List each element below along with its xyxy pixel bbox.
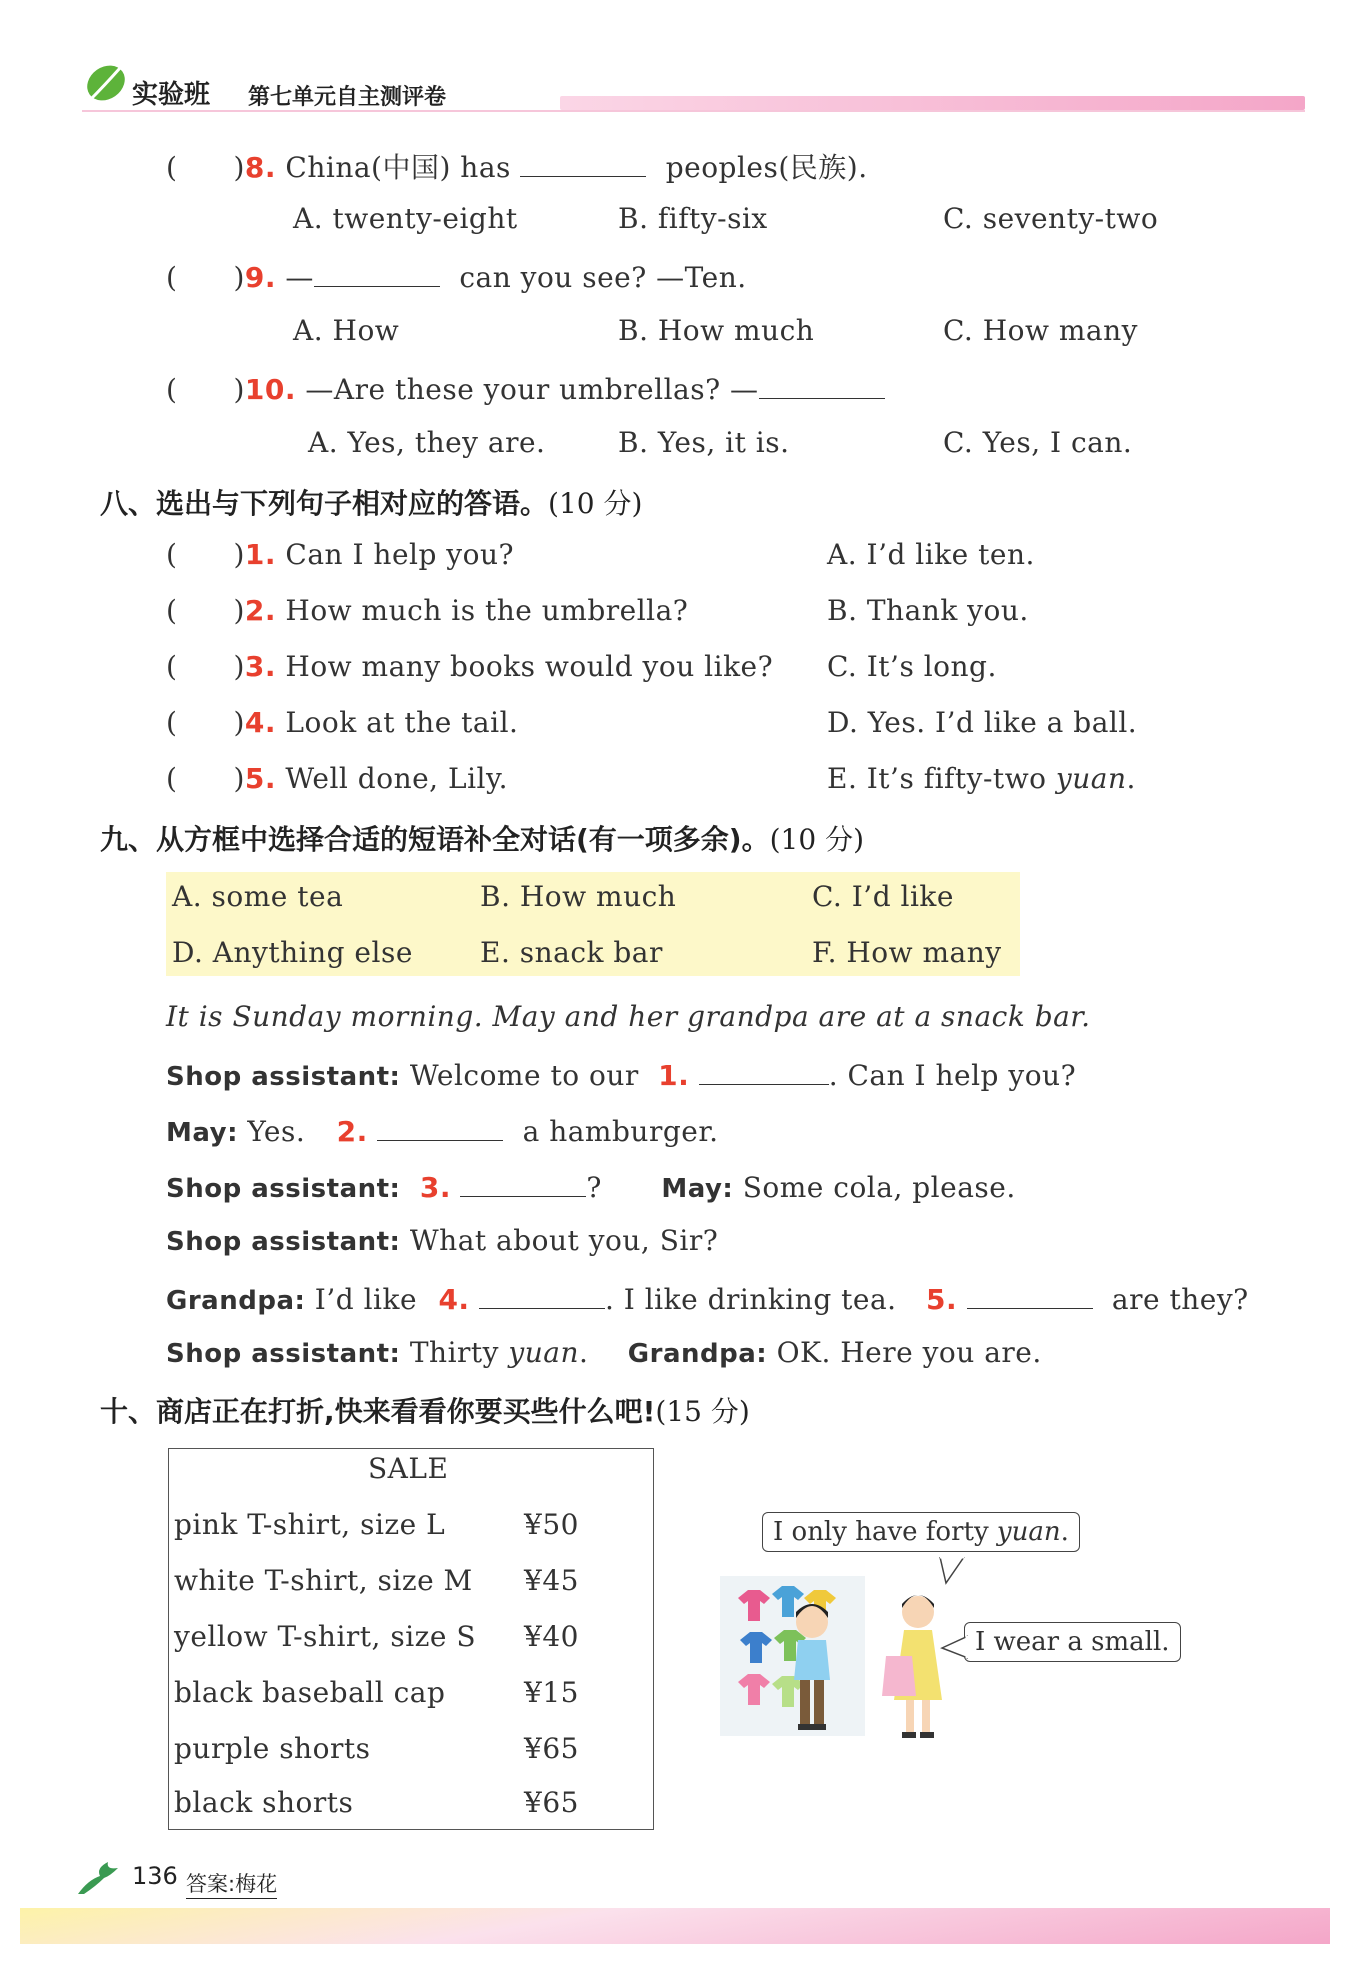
sale-item-name: pink T-shirt, size L xyxy=(174,1508,446,1541)
s8-answer-d: D. Yes. I’d like a ball. xyxy=(827,706,1138,739)
sale-item-name: white T-shirt, size M xyxy=(174,1564,473,1597)
speech-bubble-2: I wear a small. xyxy=(964,1622,1181,1662)
speaker: Shop assistant: xyxy=(166,1062,401,1092)
section-10-title: 十、商店正在打折,快来看看你要买些什么吧!(15 分) xyxy=(100,1395,750,1428)
q9-option-a[interactable]: A. How xyxy=(293,314,400,347)
sale-item-price: ¥15 xyxy=(524,1676,579,1709)
q9-option-c[interactable]: C. How many xyxy=(943,314,1138,347)
question-10: ( )10. —Are these your umbrellas? — xyxy=(166,370,885,406)
q8-option-b[interactable]: B. fifty-six xyxy=(618,202,768,235)
dialog-line-3: Shop assistant: 3. ? May: Some cola, please. xyxy=(166,1168,1016,1204)
s8-answer-c: C. It’s long. xyxy=(827,650,997,683)
q8-option-c[interactable]: C. seventy-two xyxy=(943,202,1159,235)
sale-item-price: ¥50 xyxy=(524,1508,579,1541)
q9-option-b[interactable]: B. How much xyxy=(618,314,815,347)
speech-bubble-1: I only have forty yuan. xyxy=(762,1512,1080,1552)
dialog-intro: It is Sunday morning. May and her grandpa are at a snack bar. xyxy=(166,1000,1091,1033)
answer-label: 答案:梅花 xyxy=(186,1868,277,1899)
speaker: Shop assistant: xyxy=(166,1339,401,1369)
header-rule xyxy=(82,110,1305,112)
section-9-title: 九、从方框中选择合适的短语补全对话(有一项多余)。(10 分) xyxy=(100,823,864,856)
question-number: 9. xyxy=(244,261,276,294)
dialog-line-4: Shop assistant: What about you, Sir? xyxy=(166,1224,719,1257)
logo-text: 实验班 xyxy=(132,80,211,110)
speaker: Grandpa: xyxy=(627,1339,768,1369)
answer-paren[interactable]: ( xyxy=(166,373,178,406)
q10-option-b[interactable]: B. Yes, it is. xyxy=(618,426,790,459)
sale-item-price: ¥45 xyxy=(524,1564,579,1597)
sale-item-name: black baseball cap xyxy=(174,1676,446,1709)
answer-blank[interactable] xyxy=(520,148,646,177)
speaker: Shop assistant: xyxy=(166,1174,401,1204)
section-8-title: 八、选出与下列句子相对应的答语。(10 分) xyxy=(100,487,643,520)
question-number: 10. xyxy=(244,373,296,406)
sale-title: SALE xyxy=(368,1452,449,1485)
speaker: Grandpa: xyxy=(166,1286,306,1316)
header-band xyxy=(560,96,1305,110)
dialog-line-1: Shop assistant: Welcome to our 1. . Can I help you? xyxy=(166,1056,1076,1092)
sale-item-price: ¥65 xyxy=(524,1786,579,1819)
box-option-d: D. Anything else xyxy=(172,936,413,969)
sale-item-name: purple shorts xyxy=(174,1732,371,1765)
dragon-logo-icon xyxy=(74,1860,122,1896)
answer-blank-4[interactable] xyxy=(479,1280,605,1309)
answer-blank-3[interactable] xyxy=(460,1168,586,1197)
answer-blank[interactable] xyxy=(759,370,885,399)
s8-question-4: ( )4. Look at the tail. xyxy=(166,706,519,739)
q10-option-a[interactable]: A. Yes, they are. xyxy=(308,426,546,459)
sale-item-name: yellow T-shirt, size S xyxy=(174,1620,477,1653)
box-option-c: C. I’d like xyxy=(812,880,954,913)
girl-2-icon xyxy=(882,1595,942,1738)
footer-band xyxy=(20,1908,1330,1944)
answer-paren[interactable]: ( xyxy=(166,261,178,294)
page-subtitle: 第七单元自主测评卷 xyxy=(248,85,447,110)
s8-answer-e: E. It’s fifty-two yuan. xyxy=(827,762,1136,795)
answer-paren[interactable]: ( xyxy=(166,151,178,184)
s8-answer-b: B. Thank you. xyxy=(827,594,1029,627)
question-9: ( )9. — can you see? —Ten. xyxy=(166,258,747,294)
q10-option-c[interactable]: C. Yes, I can. xyxy=(943,426,1133,459)
sale-item-price: ¥40 xyxy=(524,1620,579,1653)
shop-illustration xyxy=(720,1568,960,1748)
s8-question-2: ( )2. How much is the umbrella? xyxy=(166,594,689,627)
s8-question-5: ( )5. Well done, Lily. xyxy=(166,762,508,795)
speaker: Shop assistant: xyxy=(166,1227,401,1257)
speaker: May: xyxy=(661,1174,734,1204)
sale-item-name: black shorts xyxy=(174,1786,354,1819)
answer-blank-1[interactable] xyxy=(699,1056,829,1085)
dialog-line-6: Shop assistant: Thirty yuan. Grandpa: OK. Here you are. xyxy=(166,1336,1042,1369)
s8-question-3: ( )3. How many books would you like? xyxy=(166,650,774,683)
s8-question-1: ( )1. Can I help you? xyxy=(166,538,515,571)
page-number: 136 xyxy=(132,1862,178,1890)
answer-blank[interactable] xyxy=(314,258,440,287)
answer-blank-2[interactable] xyxy=(377,1112,503,1141)
q8-option-a[interactable]: A. twenty-eight xyxy=(293,202,518,235)
dialog-line-2: May: Yes. 2. a hamburger. xyxy=(166,1112,719,1148)
box-option-a: A. some tea xyxy=(172,880,344,913)
box-option-b: B. How much xyxy=(480,880,677,913)
speaker: May: xyxy=(166,1118,238,1148)
box-option-f: F. How many xyxy=(812,936,1002,969)
s8-answer-a: A. I’d like ten. xyxy=(827,538,1035,571)
leaf-logo-icon xyxy=(82,60,130,106)
question-8: ( )8. China(中国) has peoples(民族). xyxy=(166,146,868,186)
box-option-e: E. snack bar xyxy=(480,936,663,969)
answer-blank-5[interactable] xyxy=(967,1280,1093,1309)
dialog-line-5: Grandpa: I’d like 4. . I like drinking tea. 5. are they? xyxy=(166,1280,1249,1316)
question-number: 8. xyxy=(244,151,276,184)
header xyxy=(0,0,1350,120)
sale-item-price: ¥65 xyxy=(524,1732,579,1765)
